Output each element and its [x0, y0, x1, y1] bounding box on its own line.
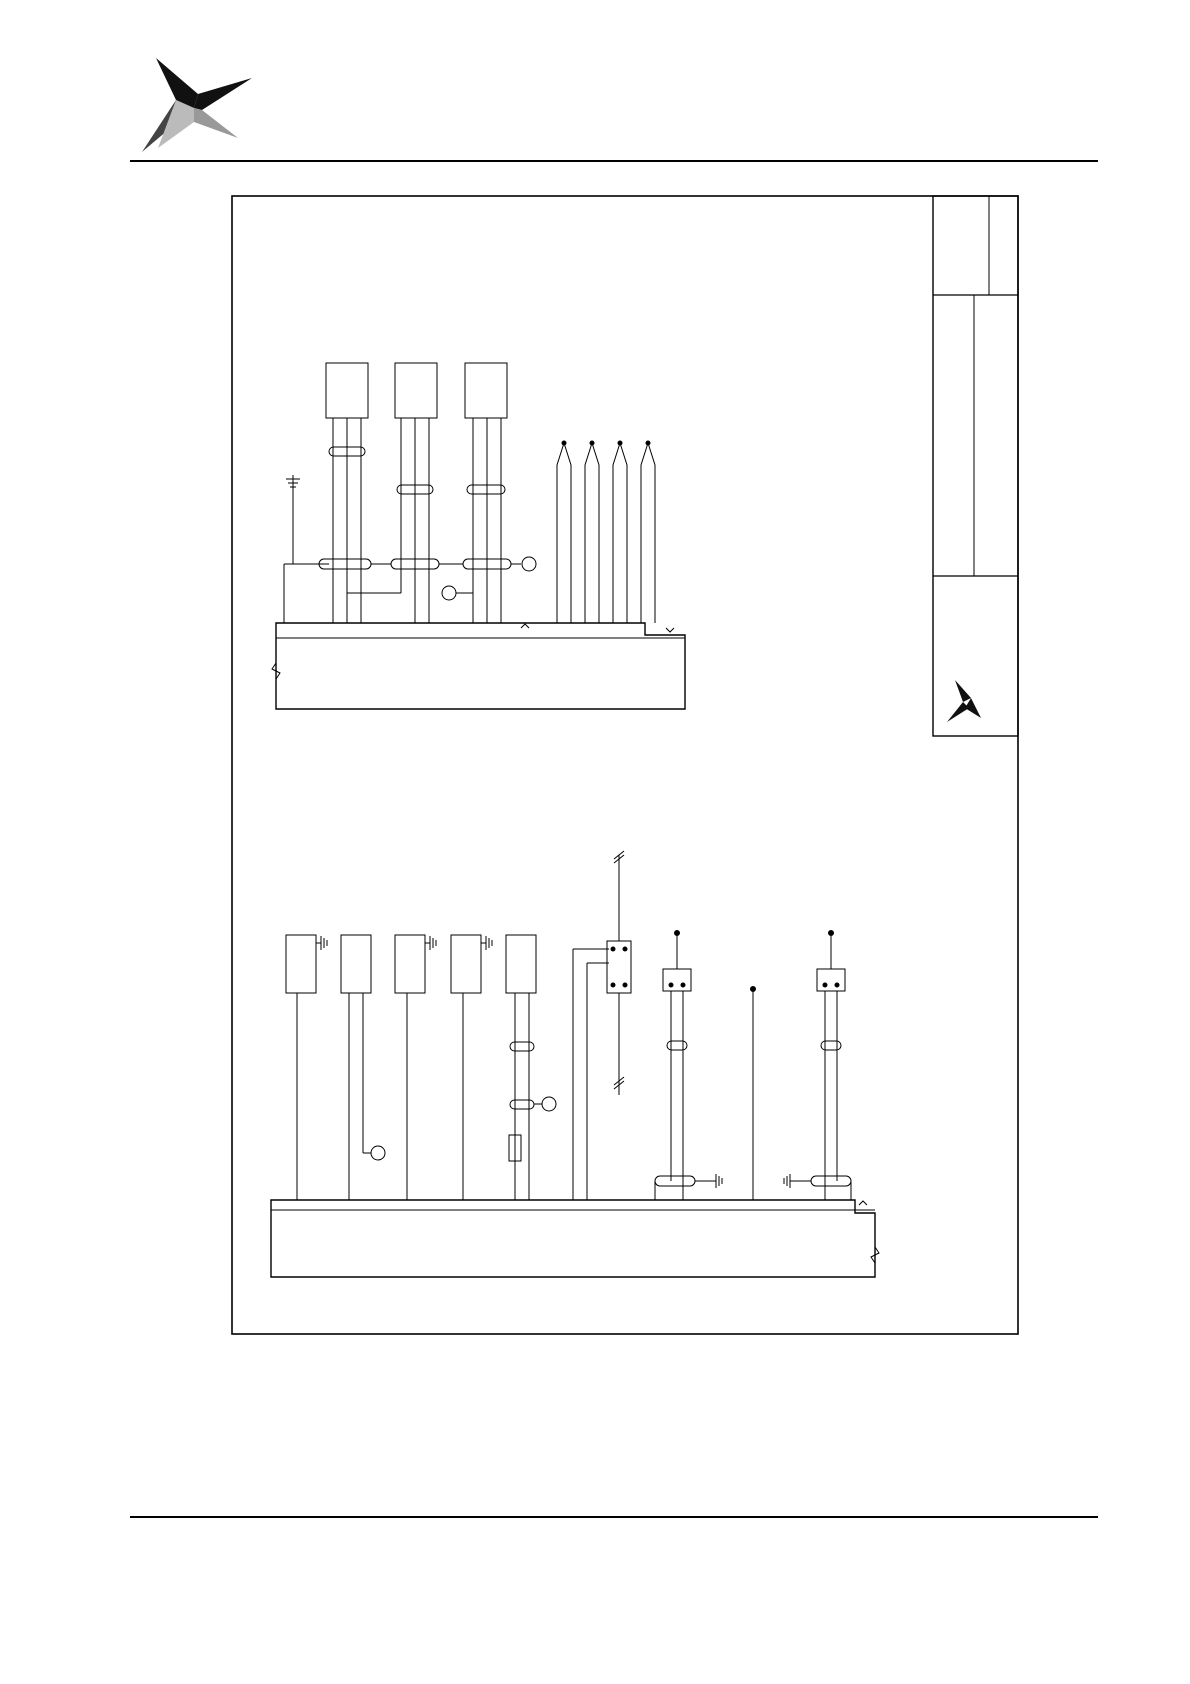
sheet-frame: [232, 196, 1018, 1334]
schematic-sheet: [231, 195, 1019, 1335]
fuel-pressure-sensor-wiring: [371, 363, 439, 623]
header-rule: [130, 160, 1098, 162]
marker-a-bottom: [542, 1097, 556, 1111]
marker-b-top: [442, 586, 463, 600]
manifold-sensor-wiring: [309, 363, 401, 623]
evektor-logo-icon: [947, 680, 981, 722]
marker-b-bottom: [371, 1146, 385, 1160]
fuel-level-right-wiring: [784, 931, 851, 1201]
cht-right-sensor-wiring: [451, 935, 492, 1200]
marker-a-top: [522, 557, 536, 571]
oil-pressure-sensor-wiring: [341, 935, 371, 1200]
wiring-diagram: [231, 195, 1019, 1335]
ground-wire: [284, 475, 309, 623]
master-bus-wiring: [751, 987, 756, 1201]
fuel-flow-sensor-wiring: [439, 363, 521, 623]
bottom-ems-diagram: [271, 851, 879, 1277]
rpm-sensor-wiring: [506, 935, 542, 1200]
star-arrow-logo-icon: [138, 58, 256, 154]
footer-rule: [130, 1516, 1098, 1518]
ammeter-shunt-wiring: [573, 851, 631, 1200]
oil-temp-sensor-wiring: [286, 935, 327, 1200]
cht-left-sensor-wiring: [395, 935, 436, 1200]
title-block: [933, 196, 1018, 736]
top-ems-diagram: [272, 363, 685, 709]
fuel-level-left-wiring: [655, 931, 722, 1201]
egt-sensor-wiring: [557, 441, 655, 623]
